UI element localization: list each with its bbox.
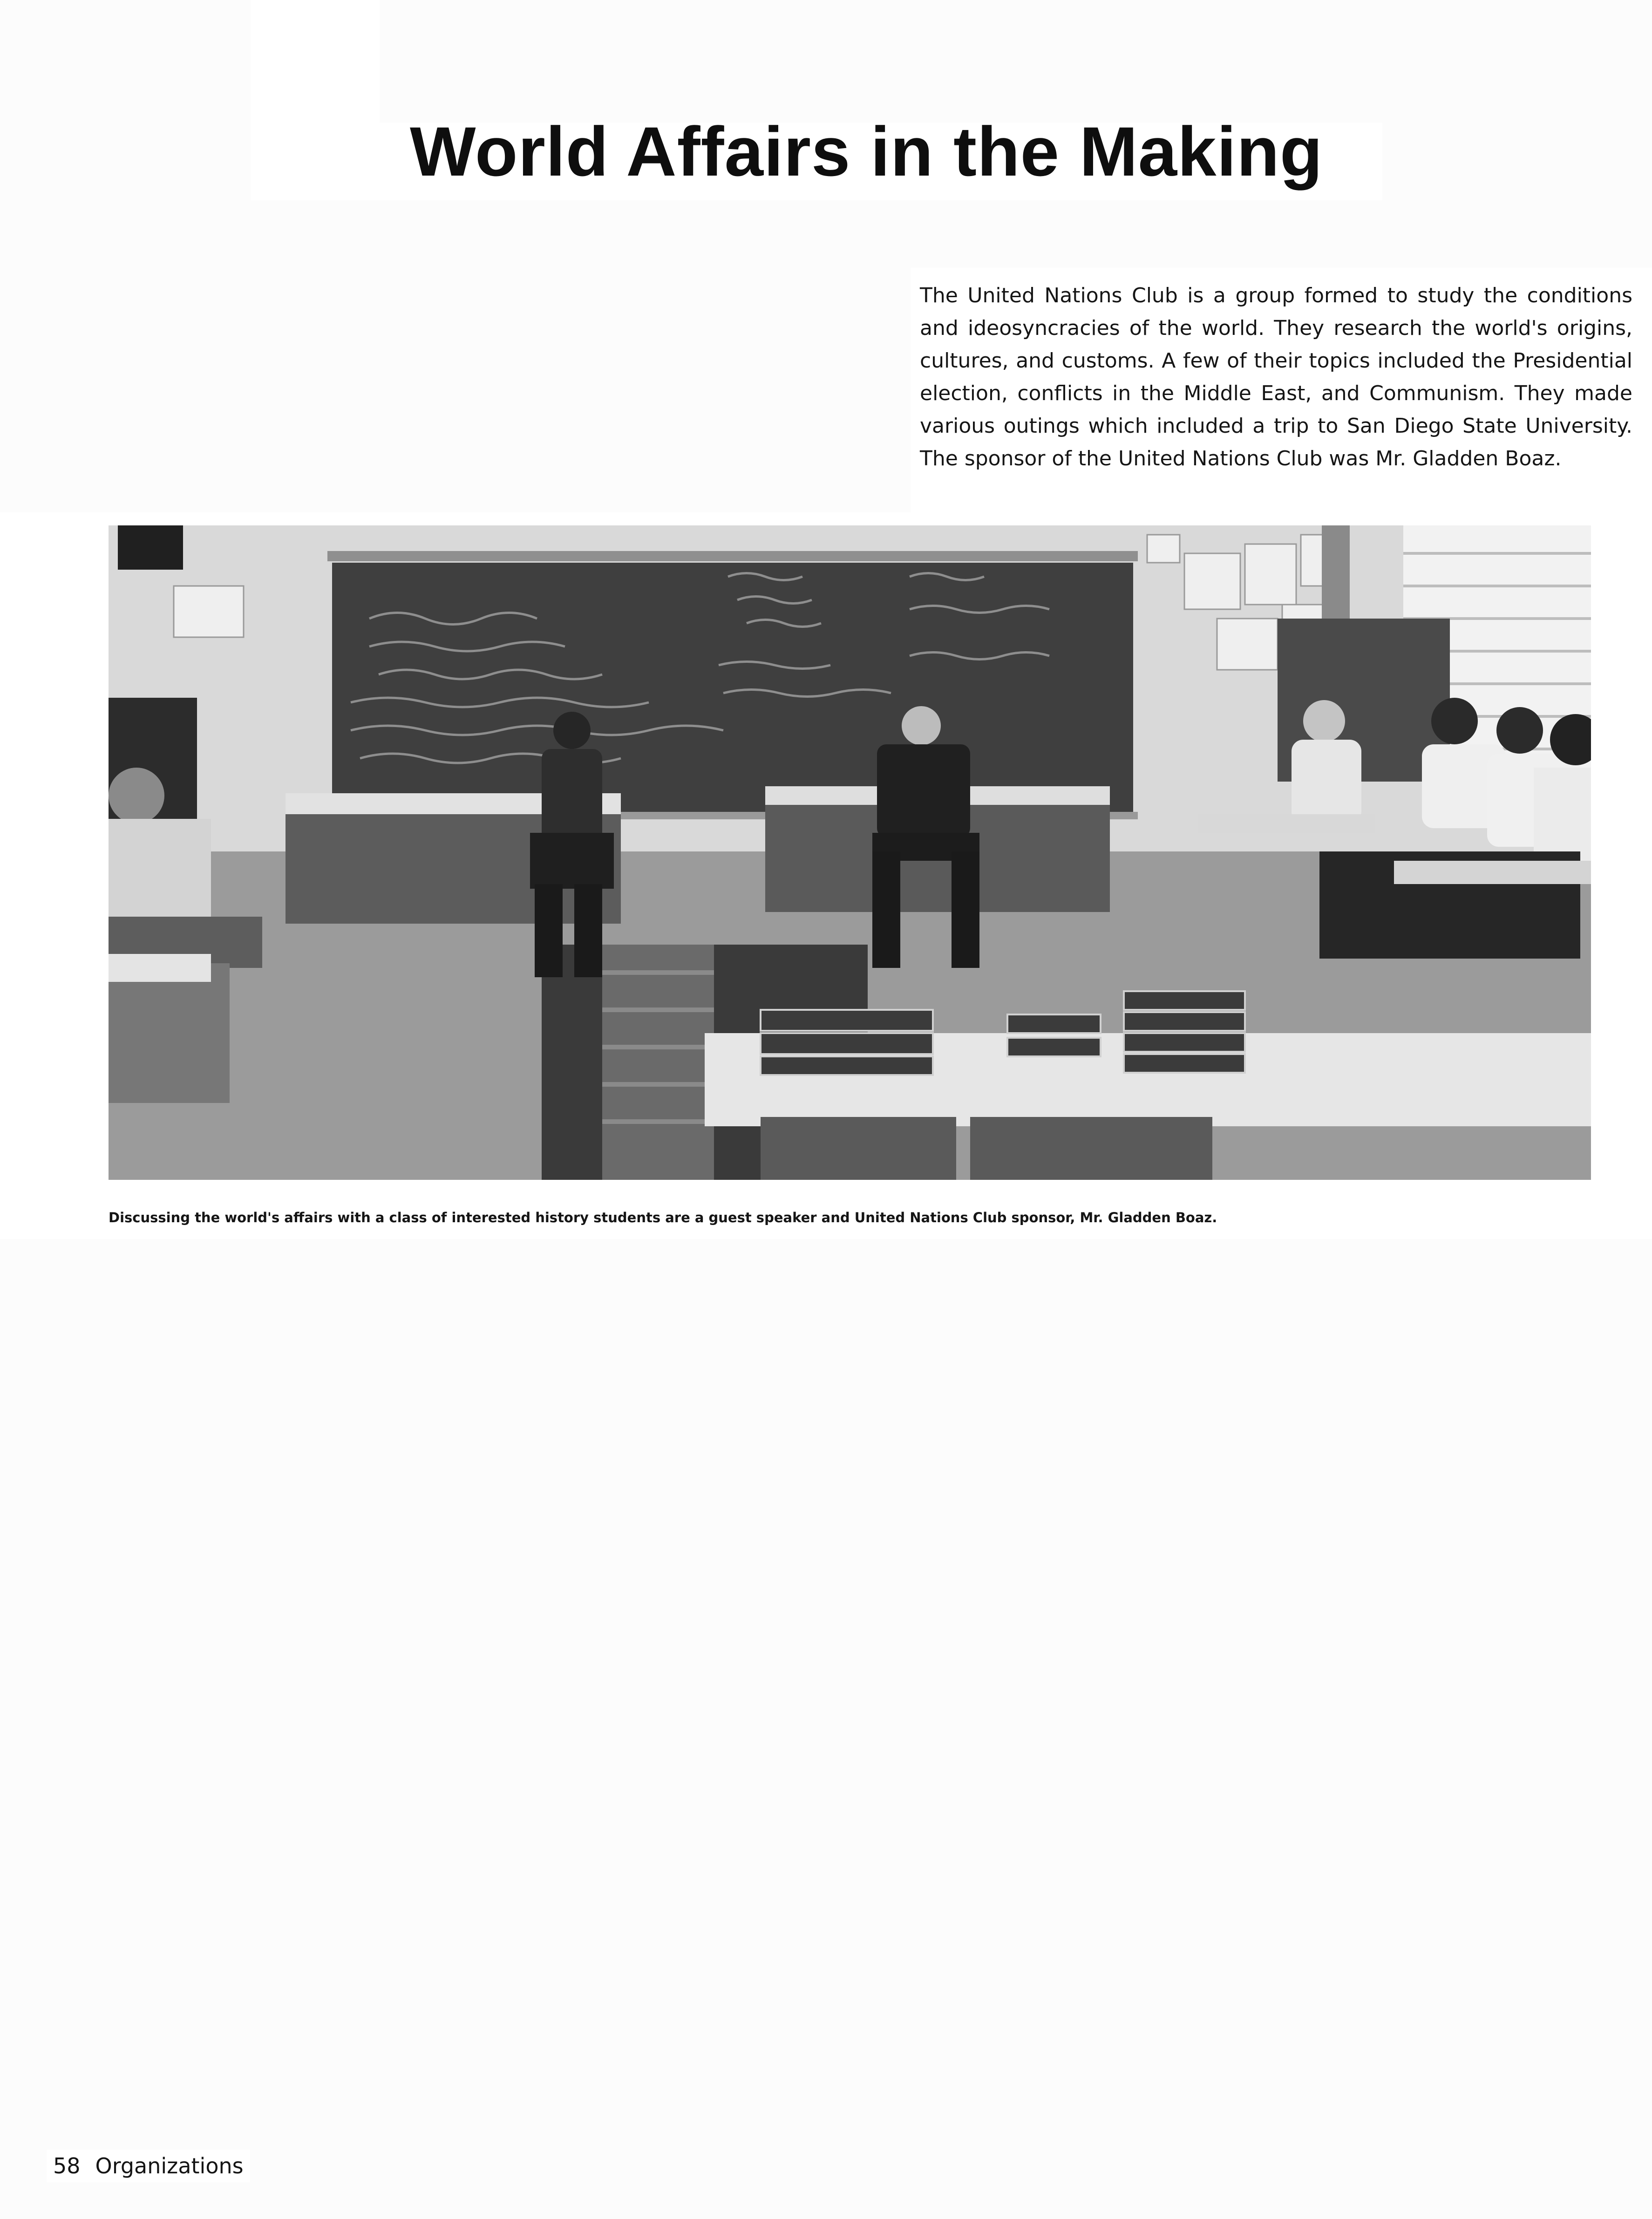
page-title: World Affairs in the Making <box>410 112 1323 191</box>
photo-caption: Discussing the world's affairs with a class of interested history students are a guest speaker and United Nations Club sponsor, Mr. Gladden Boaz. <box>109 1210 1217 1225</box>
page-number: 58 <box>53 2153 81 2178</box>
section-name: Organizations <box>95 2153 244 2178</box>
header-paste-block <box>251 0 380 125</box>
classroom-photo-illustration <box>109 525 1591 1180</box>
classroom-photo <box>109 525 1591 1180</box>
article-body: The United Nations Club is a group formed to study the conditions and ideosyncracies of the world. They research the world's origins, cultures, and customs. A few of their topics included the Presidential election, conflicts in the Middle East, and Communism. They made various outings which included a trip to San Diego State University. The sponsor of the United Nations Club was Mr. Gladden Boaz. <box>920 284 1632 470</box>
page-footer <box>47 2150 250 2182</box>
